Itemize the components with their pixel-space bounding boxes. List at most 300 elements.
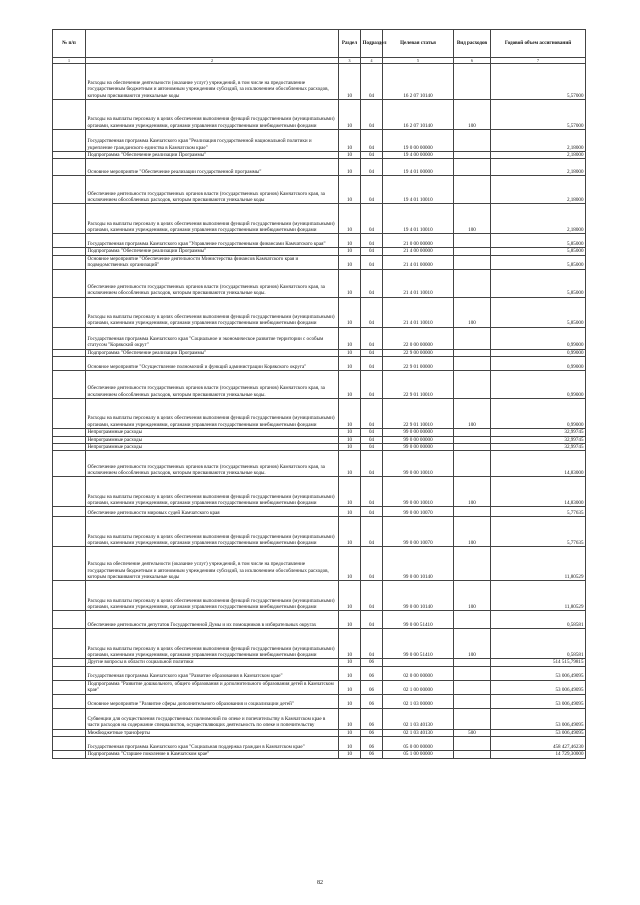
table-row [53,204,586,234]
row-number [53,611,86,629]
row-number [53,297,86,327]
table-row [53,327,586,349]
table-row [53,130,586,152]
row-number [53,547,86,581]
row-number [53,666,86,680]
row-target-article: 19 4 01 00000 [383,159,454,176]
row-number [53,751,86,758]
row-number [53,159,86,176]
row-expense-type [454,751,491,758]
row-target-article: 19 4 00 00000 [383,152,454,159]
row-podrazdel: 04 [361,327,383,349]
row-number [53,729,86,736]
row-name: Расходы на выплаты персоналу в целях обеспечения выполнения функций государственными (муниципальными) органами, казенными учреждениями, органами управления государственными внебюджетными фондами [86,297,339,327]
row-podrazdel: 04 [361,159,383,176]
row-target-article: 22 9 01 10010 [383,371,454,399]
row-podrazdel: 04 [361,581,383,611]
row-name: Основное мероприятие "Осуществление полномочий и функций администрации Корякского округа" [86,357,339,371]
row-name: Обеспечение деятельности мировых судей Камчатского края [86,507,339,517]
col-header-target-article: Целевая статья [383,30,454,58]
row-razdel: 10 [339,694,361,708]
row-amount: 32,99745 [491,429,586,436]
row-podrazdel: 04 [361,152,383,159]
row-amount: 11,80529 [491,547,586,581]
table-row [53,666,586,680]
row-razdel: 10 [339,64,361,100]
row-name: Расходы на выплаты персоналу в целях обеспечения выполнения функций государственными (муниципальными) органами, казенными учреждениями, органами управления государственными внебюджетными фондами [86,581,339,611]
row-expense-type: 100 [454,629,491,659]
row-target-article: 19 4 01 10010 [383,204,454,234]
table-row [53,477,586,507]
row-podrazdel: 06 [361,680,383,694]
row-amount: 53 006,49095 [491,666,586,680]
row-expense-type [454,507,491,517]
row-number [53,248,86,255]
row-target-article: 99 0 00 10010 [383,477,454,507]
row-target-article: 22 9 00 00000 [383,349,454,356]
row-name: Непрограммные расходы [86,444,339,451]
row-name: Непрограммные расходы [86,436,339,443]
row-expense-type [454,680,491,694]
row-name: Государственная программа Камчатского края "Управление государственными финансами Камчатского края" [86,234,339,248]
row-expense-type [454,248,491,255]
row-name: Государственная программа Камчатского края "Развитие образования в Камчатском крае" [86,666,339,680]
row-target-article: 99 0 00 10010 [383,451,454,477]
row-podrazdel: 04 [361,349,383,356]
row-podrazdel: 04 [361,436,383,443]
row-amount: 53 006,49095 [491,708,586,729]
row-podrazdel: 06 [361,708,383,729]
table-row [53,751,586,758]
row-razdel: 10 [339,581,361,611]
table-row [53,659,586,666]
table-row [53,349,586,356]
row-expense-type [454,176,491,204]
row-expense-type [454,429,491,436]
row-number [53,581,86,611]
row-expense-type: 100 [454,517,491,547]
row-razdel: 10 [339,130,361,152]
row-target-article: 02 1 03 40130 [383,729,454,736]
row-name: Расходы на выплаты персоналу в целях обеспечения выполнения функций государственными (муниципальными) органами, казенными учреждениями, органами управления государственными внебюджетными фондами [86,399,339,429]
row-target-article: 99 0 00 00000 [383,436,454,443]
row-expense-type [454,371,491,399]
row-razdel: 10 [339,152,361,159]
row-number [53,451,86,477]
row-target-article: 02 1 03 00000 [383,694,454,708]
table-row [53,269,586,297]
row-number [53,255,86,269]
row-target-article: 16 2 07 10140 [383,100,454,130]
row-amount: 2,18000 [491,152,586,159]
page-number: 82 [317,880,323,886]
row-name: Государственная программа Камчатского края "Социальное и экономическое развитие территории с особым статусом "Корякский округ" [86,327,339,349]
table-row [53,708,586,729]
row-expense-type [454,234,491,248]
row-razdel: 10 [339,100,361,130]
table-row [53,629,586,659]
row-amount: 0,99000 [491,349,586,356]
row-number [53,204,86,234]
row-name: Государственная программа Камчатского края "Реализация государственной национальной политики и укрепление гражданского единства в Камчатском крае" [86,130,339,152]
col-header-annual-amount: Годовой объем ассигнований [491,30,586,58]
table-row [53,737,586,751]
table-row [53,517,586,547]
row-razdel: 10 [339,477,361,507]
row-number [53,357,86,371]
row-amount: 0,99000 [491,371,586,399]
row-target-article: 99 0 00 51410 [383,611,454,629]
row-podrazdel: 04 [361,234,383,248]
column-number: 7 [491,58,586,64]
row-amount: 2,18000 [491,159,586,176]
row-expense-type: 100 [454,477,491,507]
row-number [53,371,86,399]
row-number [53,327,86,349]
row-podrazdel: 04 [361,64,383,100]
col-header-name [86,30,339,58]
row-expense-type [454,159,491,176]
row-expense-type [454,444,491,451]
row-razdel: 10 [339,255,361,269]
row-razdel: 10 [339,451,361,477]
row-podrazdel: 04 [361,269,383,297]
row-podrazdel: 06 [361,737,383,751]
row-target-article: 19 4 01 10010 [383,176,454,204]
row-name: Подпрограмма "Развитие дошкольного, общего образования и дополнительного образования детей в Камчатском крае" [86,680,339,694]
row-target-article: 22 0 00 00000 [383,327,454,349]
row-target-article: 99 0 00 10140 [383,547,454,581]
row-number [53,269,86,297]
row-target-article: 21 4 01 00000 [383,255,454,269]
row-amount: 5,77635 [491,517,586,547]
row-expense-type: 100 [454,100,491,130]
row-expense-type [454,611,491,629]
table-row [53,429,586,436]
row-expense-type [454,547,491,581]
row-expense-type [454,152,491,159]
row-razdel: 10 [339,234,361,248]
row-name: Обеспечение деятельности государственных органов власти (государственных органов) Камчатского края, за исключением обособленных расходов, которым присваиваются уникальные коды [86,176,339,204]
row-podrazdel: 04 [361,429,383,436]
row-target-article: 19 0 00 00000 [383,130,454,152]
row-amount: 53 006,49095 [491,694,586,708]
row-razdel: 10 [339,444,361,451]
table-row [53,581,586,611]
table-row [53,611,586,629]
row-number [53,100,86,130]
row-amount: 2,18000 [491,176,586,204]
column-number: 1 [53,58,86,64]
row-expense-type [454,659,491,666]
table-row [53,729,586,736]
row-podrazdel: 04 [361,547,383,581]
row-name: Непрограммные расходы [86,429,339,436]
row-name: Другие вопросы в области социальной политики [86,659,339,666]
row-name: Подпрограмма "Обеспечение реализации Программы" [86,152,339,159]
table-header-row [53,30,586,58]
row-target-article: 22 9 01 00000 [383,357,454,371]
row-number [53,507,86,517]
row-expense-type: 500 [454,729,491,736]
row-name: Расходы на выплаты персоналу в целях обеспечения выполнения функций государственными (муниципальными) органами, казенными учреждениями, органами управления государственными внебюджетными фондами [86,100,339,130]
row-name: Субвенции для осуществления государственных полномочий по опеке и попечительству в Камчатском крае в части расходов на содержание специалистов, осуществляющих деятельность по опеке и попечительству [86,708,339,729]
row-target-article: 99 0 00 10140 [383,581,454,611]
table-row [53,694,586,708]
table-row [53,507,586,517]
table-row [53,357,586,371]
row-name: Обеспечение деятельности депутатов Государственной Думы и их помощников в избирательных округах [86,611,339,629]
row-amount: 14,83000 [491,477,586,507]
row-razdel: 10 [339,176,361,204]
row-amount: 2,18000 [491,130,586,152]
row-target-article: 21 4 01 10010 [383,297,454,327]
row-amount: 14,83000 [491,451,586,477]
row-expense-type [454,130,491,152]
row-expense-type [454,269,491,297]
row-target-article: 99 0 00 10070 [383,507,454,517]
row-target-article: 02 1 00 00000 [383,680,454,694]
row-razdel: 10 [339,204,361,234]
row-number [53,680,86,694]
table-row [53,255,586,269]
row-expense-type: 100 [454,581,491,611]
row-target-article: 21 0 00 00000 [383,234,454,248]
row-number [53,176,86,204]
row-razdel: 10 [339,680,361,694]
table-row [53,176,586,204]
row-name: Межбюджетные трансферты [86,729,339,736]
row-razdel: 10 [339,327,361,349]
row-amount: 0,99000 [491,357,586,371]
row-number [53,629,86,659]
table-row [53,680,586,694]
table-row [53,234,586,248]
row-name: Расходы на выплаты персоналу в целях обеспечения выполнения функций государственными (муниципальными) органами, казенными учреждениями, органами управления государственными внебюджетными фондами [86,204,339,234]
row-target-article: 02 1 03 40130 [383,708,454,729]
row-razdel: 10 [339,436,361,443]
row-podrazdel: 04 [361,399,383,429]
row-name: Основное мероприятие "Обеспечение деятельности Министерства финансов Камчатского края и подведомственных организаций" [86,255,339,269]
row-expense-type [454,666,491,680]
row-expense-type [454,451,491,477]
row-podrazdel: 04 [361,507,383,517]
row-expense-type [454,255,491,269]
row-number [53,64,86,100]
row-expense-type [454,708,491,729]
row-podrazdel: 06 [361,659,383,666]
row-amount: 458 427,46230 [491,737,586,751]
budget-table [52,29,586,759]
row-amount: 14 729,30000 [491,751,586,758]
row-number [53,444,86,451]
row-target-article: 21 4 01 10010 [383,269,454,297]
row-podrazdel: 06 [361,729,383,736]
table-row [53,547,586,581]
row-podrazdel: 04 [361,444,383,451]
row-razdel: 10 [339,666,361,680]
row-number [53,708,86,729]
row-name: Подпрограмма "Обеспечение реализации Программы" [86,349,339,356]
row-amount: 5,85000 [491,255,586,269]
row-expense-type [454,357,491,371]
row-razdel: 10 [339,507,361,517]
row-number [53,152,86,159]
row-name: Расходы на обеспечение деятельности (оказание услуг) учреждений, в том числе на предоставление государственным бюджетным и автономным учреждениям субсидий, за исключением обособленных расходов, которым присваиваются уникальные коды [86,547,339,581]
row-podrazdel: 04 [361,297,383,327]
row-number [53,349,86,356]
row-razdel: 10 [339,611,361,629]
table-row [53,436,586,443]
table-row [53,100,586,130]
budget-document [52,29,585,759]
row-podrazdel: 04 [361,176,383,204]
row-razdel: 10 [339,357,361,371]
row-amount: 5,85000 [491,248,586,255]
row-expense-type [454,737,491,751]
row-expense-type: 100 [454,297,491,327]
row-amount: 5,85000 [491,269,586,297]
row-amount: 5,77635 [491,507,586,517]
row-name: Основное мероприятие "Обеспечение реализации государственной программы" [86,159,339,176]
row-name: Расходы на обеспечение деятельности (оказание услуг) учреждений, в том числе на предоставление государственным бюджетным и автономным учреждениям субсидий, за исключением обособленных расходов, которым присваиваются уникальные коды [86,64,339,100]
row-name: Обеспечение деятельности государственных органов власти (государственных органов) Камчатского края, за исключением обособленных расходов, которым присваиваются уникальные коды. [86,269,339,297]
row-podrazdel: 04 [361,100,383,130]
table-row [53,444,586,451]
row-expense-type [454,327,491,349]
row-amount: 53 006,49095 [491,680,586,694]
row-amount: 0,99000 [491,327,586,349]
row-number [53,429,86,436]
row-name: Расходы на выплаты персоналу в целях обеспечения выполнения функций государственными (муниципальными) органами, казенными учреждениями, органами управления государственными внебюджетными фондами [86,629,339,659]
table-row [53,159,586,176]
row-name: Подпрограмма "Старшее поколение в Камчатском крае" [86,751,339,758]
row-target-article: 99 0 00 51410 [383,629,454,659]
column-number: 2 [86,58,339,64]
table-row [53,248,586,255]
table-row [53,64,586,100]
col-header-expense-type: Вид расходов [454,30,491,58]
row-podrazdel: 04 [361,517,383,547]
row-razdel: 10 [339,729,361,736]
row-amount: 0,58581 [491,629,586,659]
row-target-article: 99 0 00 10070 [383,517,454,547]
row-razdel: 10 [339,737,361,751]
row-name: Обеспечение деятельности государственных органов власти (государственных органов) Камчатского края, за исключением обособленных расходов, которым присваиваются уникальные коды. [86,451,339,477]
row-razdel: 10 [339,708,361,729]
row-target-article [383,659,454,666]
row-podrazdel: 04 [361,255,383,269]
row-expense-type: 100 [454,204,491,234]
row-amount: 53 006,49095 [491,729,586,736]
row-razdel: 10 [339,159,361,176]
row-razdel: 10 [339,517,361,547]
column-number: 3 [339,58,361,64]
row-expense-type: 100 [454,399,491,429]
table-body [53,64,586,759]
row-amount: 32,99745 [491,436,586,443]
row-razdel: 10 [339,248,361,255]
row-target-article: 99 0 00 00000 [383,444,454,451]
row-razdel: 10 [339,371,361,399]
row-podrazdel: 04 [361,130,383,152]
row-amount: 2,18000 [491,204,586,234]
row-target-article: 22 9 01 10010 [383,399,454,429]
row-target-article: 21 4 00 00000 [383,248,454,255]
row-expense-type [454,694,491,708]
row-amount: 514 515,79815 [491,659,586,666]
row-number [53,234,86,248]
row-podrazdel: 04 [361,451,383,477]
table-row [53,297,586,327]
row-podrazdel: 06 [361,666,383,680]
row-number [53,130,86,152]
row-amount: 5,57000 [491,100,586,130]
row-podrazdel: 04 [361,477,383,507]
row-amount: 5,85000 [491,297,586,327]
column-number: 4 [361,58,383,64]
row-name: Расходы на выплаты персоналу в целях обеспечения выполнения функций государственными (муниципальными) органами, казенными учреждениями, органами управления государственными внебюджетными фондами [86,517,339,547]
row-target-article: 05 1 00 00000 [383,751,454,758]
row-target-article: 02 0 00 00000 [383,666,454,680]
row-amount: 11,80529 [491,581,586,611]
row-amount: 5,57000 [491,64,586,100]
row-number [53,436,86,443]
row-target-article: 16 2 07 10140 [383,64,454,100]
row-number [53,694,86,708]
row-number [53,659,86,666]
row-podrazdel: 04 [361,204,383,234]
row-podrazdel: 06 [361,751,383,758]
table-row [53,451,586,477]
column-number: 6 [454,58,491,64]
row-number [53,737,86,751]
row-target-article: 99 0 00 00000 [383,429,454,436]
row-amount: 0,99000 [491,399,586,429]
row-number [53,399,86,429]
row-razdel: 10 [339,751,361,758]
col-header-razdel: Раздел [339,30,361,58]
row-razdel: 10 [339,629,361,659]
row-name: Обеспечение деятельности государственных органов власти (государственных органов) Камчатского края, за исключением обособленных расходов, которым присваиваются уникальные коды. [86,371,339,399]
row-target-article: 05 0 00 00000 [383,737,454,751]
row-amount: 0,58581 [491,611,586,629]
row-podrazdel: 04 [361,611,383,629]
table-row [53,152,586,159]
row-razdel: 10 [339,269,361,297]
row-name: Подпрограмма "Обеспечение реализации Программы" [86,248,339,255]
row-razdel: 10 [339,429,361,436]
column-number: 5 [383,58,454,64]
row-podrazdel: 04 [361,629,383,659]
row-name: Основное мероприятие "Развитие сферы дополнительного образования и социализации детей" [86,694,339,708]
row-podrazdel: 04 [361,371,383,399]
col-header-podrazdel: Подраздел [361,30,383,58]
col-header-number: № п/п [53,30,86,58]
row-name: Расходы на выплаты персоналу в целях обеспечения выполнения функций государственными (муниципальными) органами, казенными учреждениями, органами управления государственными внебюджетными фондами [86,477,339,507]
row-podrazdel: 04 [361,248,383,255]
row-amount: 5,85000 [491,234,586,248]
row-razdel: 10 [339,659,361,666]
row-name: Государственная программа Камчатского края "Социальная поддержка граждан в Камчатском крае" [86,737,339,751]
row-expense-type [454,349,491,356]
row-expense-type [454,436,491,443]
row-razdel: 10 [339,399,361,429]
table-row [53,399,586,429]
row-podrazdel: 04 [361,357,383,371]
row-number [53,517,86,547]
row-razdel: 10 [339,349,361,356]
